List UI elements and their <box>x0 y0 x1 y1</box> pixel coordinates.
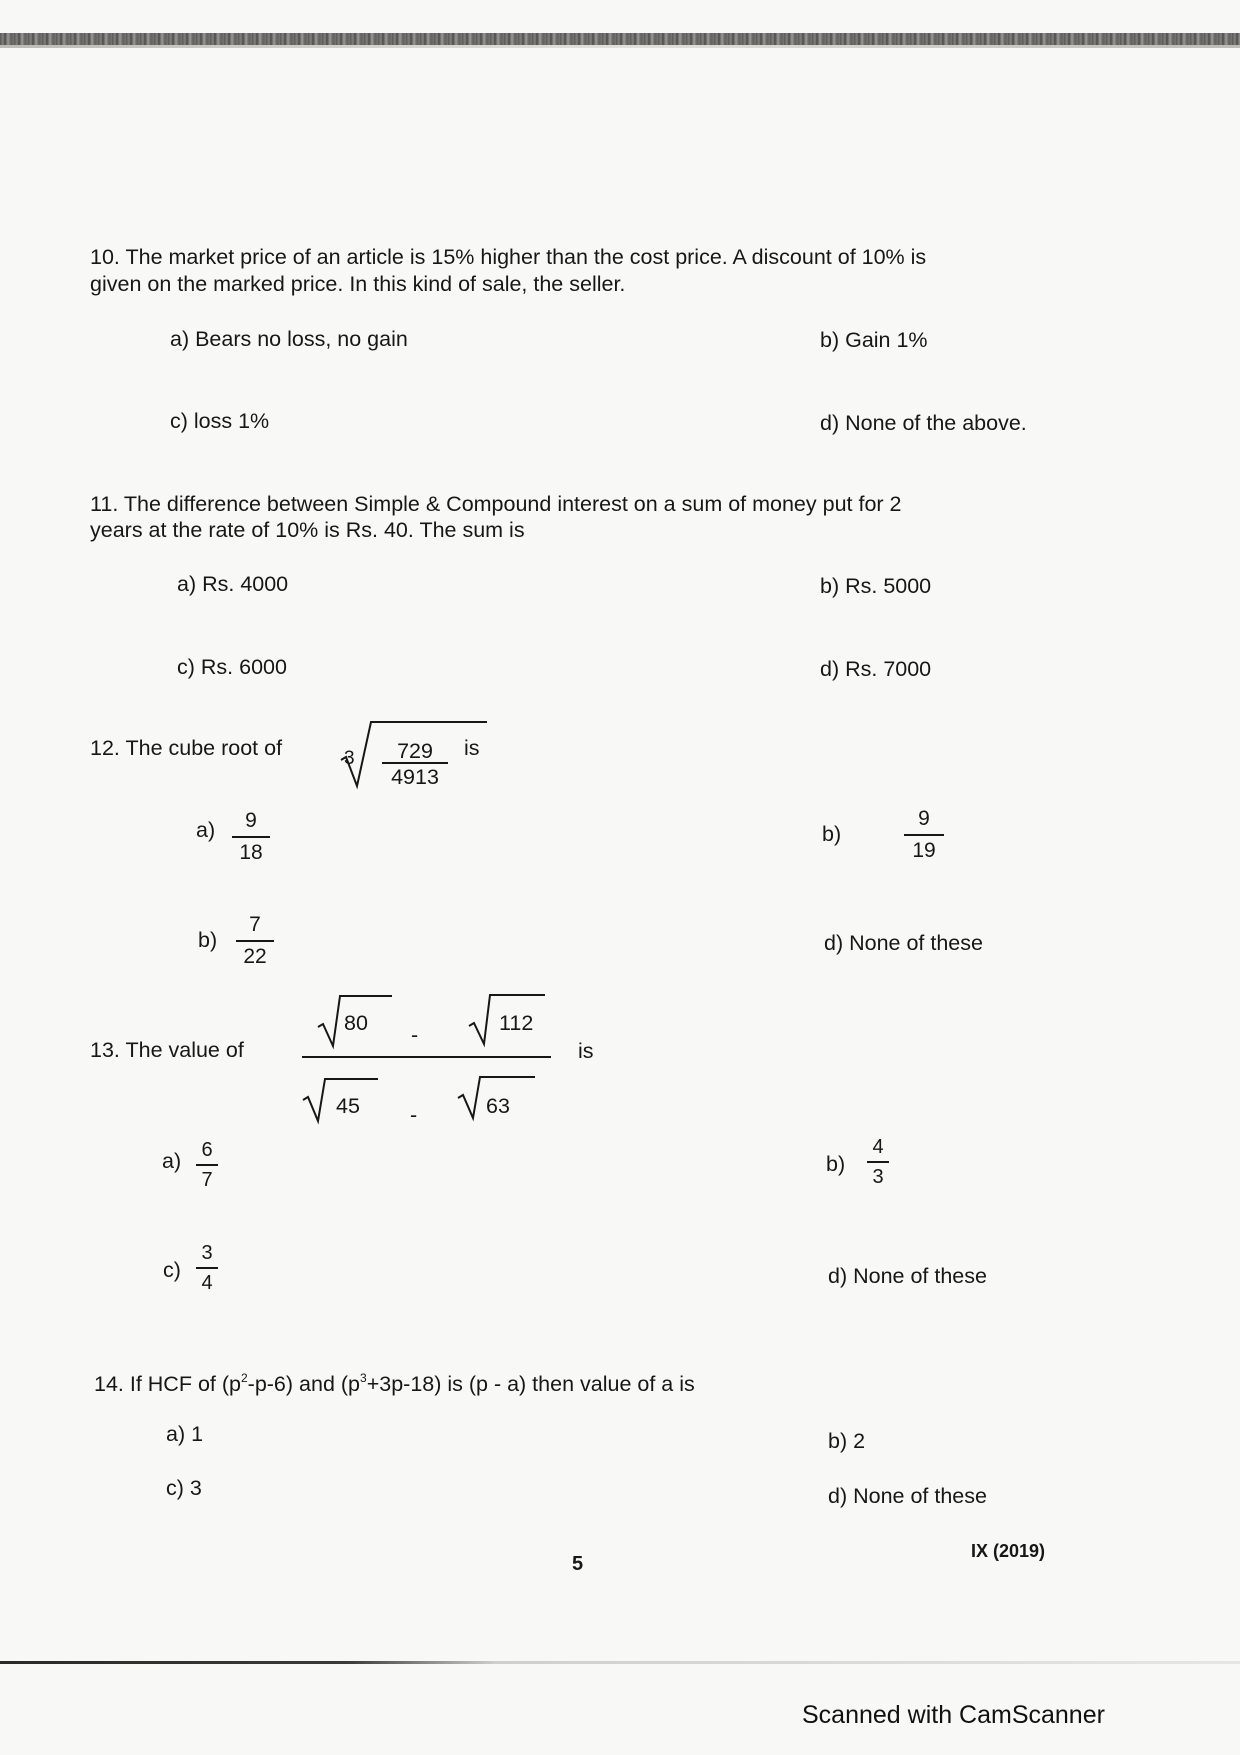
fraction-numerator: 9 <box>918 807 930 830</box>
q12-option-b-label: b) <box>822 822 842 846</box>
q14-superscript-2: 2 <box>240 1371 248 1385</box>
q12-option-c-label: b) <box>198 928 218 952</box>
camscanner-watermark: Scanned with CamScanner <box>802 1701 1105 1729</box>
q12-radicand-denominator: 4913 <box>391 765 439 789</box>
q14-option-c: c) 3 <box>166 1476 202 1500</box>
q13-option-c-label: c) <box>163 1258 181 1282</box>
fraction-numerator: 6 <box>201 1139 213 1161</box>
q10-option-a: a) Bears no loss, no gain <box>170 327 408 351</box>
q10-option-b: b) Gain 1% <box>820 328 928 352</box>
q14-superscript-3: 3 <box>360 1371 367 1385</box>
q14-option-d: d) None of these <box>828 1484 987 1508</box>
q13-option-d: d) None of these <box>828 1264 987 1288</box>
q10-text-line-1: 10. The market price of an article is 15% higher than the cost price. A discount of 10% is <box>90 245 927 269</box>
q13-sqrt-45-sign <box>303 1079 378 1121</box>
q13-sqrt-80: 80 <box>344 1011 368 1035</box>
fraction-numerator: 3 <box>201 1242 213 1264</box>
q13-sqrt-112-sign <box>469 995 545 1044</box>
q14-text-part: -p-6) and (p <box>247 1372 360 1396</box>
q13-denominator-minus: - <box>410 1103 418 1127</box>
q13-option-a-label: a) <box>162 1149 182 1173</box>
fraction-denominator: 4 <box>201 1272 213 1294</box>
q11-option-b: b) Rs. 5000 <box>820 574 932 598</box>
q10-option-d: d) None of the above. <box>820 411 1027 435</box>
q11-text-line-1: 11. The difference between Simple & Compound interest on a sum of money put for 2 <box>90 492 902 516</box>
q11-option-d: d) Rs. 7000 <box>820 657 932 681</box>
q13-sqrt-80-sign <box>318 996 392 1046</box>
q14-option-b: b) 2 <box>828 1429 866 1453</box>
q14-option-a: a) 1 <box>166 1422 204 1446</box>
class-year-label: IX (2019) <box>971 1541 1046 1561</box>
fraction-denominator: 7 <box>201 1169 213 1191</box>
q13-option-b-label: b) <box>826 1152 846 1176</box>
page-number: 5 <box>572 1553 584 1575</box>
fraction-numerator: 7 <box>249 913 261 936</box>
q12-is: is <box>464 736 480 760</box>
q12-radicand-numerator: 729 <box>397 739 433 763</box>
q13-is: is <box>578 1039 594 1063</box>
q13-sqrt-63: 63 <box>486 1094 510 1118</box>
q13-sqrt-45: 45 <box>336 1094 360 1118</box>
fraction-denominator: 22 <box>243 945 267 968</box>
q11-option-c: c) Rs. 6000 <box>177 655 287 679</box>
q11-option-a: a) Rs. 4000 <box>177 572 289 596</box>
q13-sqrt-112: 112 <box>499 1011 534 1035</box>
q12-text: 12. The cube root of <box>90 736 283 760</box>
q12-cube-root-sign <box>341 722 487 786</box>
fraction-denominator: 3 <box>872 1166 884 1188</box>
q13-text: 13. The value of <box>90 1038 244 1062</box>
q14-text-part: 14. If HCF of (p <box>94 1372 241 1396</box>
fraction-denominator: 19 <box>912 839 936 862</box>
q13-sqrt-63-sign <box>458 1077 535 1118</box>
q10-text-line-2: given on the marked price. In this kind of sale, the seller. <box>90 272 626 296</box>
q12-radical-index: 3 <box>344 748 355 769</box>
fraction-numerator: 4 <box>872 1136 884 1158</box>
q11-text-line-2: years at the rate of 10% is Rs. 40. The sum is <box>90 518 525 542</box>
fraction-denominator: 18 <box>239 841 263 864</box>
q12-option-a-label: a) <box>196 818 216 842</box>
q12-option-d: d) None of these <box>824 931 983 955</box>
fraction-numerator: 9 <box>245 809 257 832</box>
q14-text-part: +3p-18) is (p - a) then value of a is <box>366 1372 695 1396</box>
q10-option-c: c) loss 1% <box>170 409 270 433</box>
q13-numerator-minus: - <box>411 1023 419 1047</box>
